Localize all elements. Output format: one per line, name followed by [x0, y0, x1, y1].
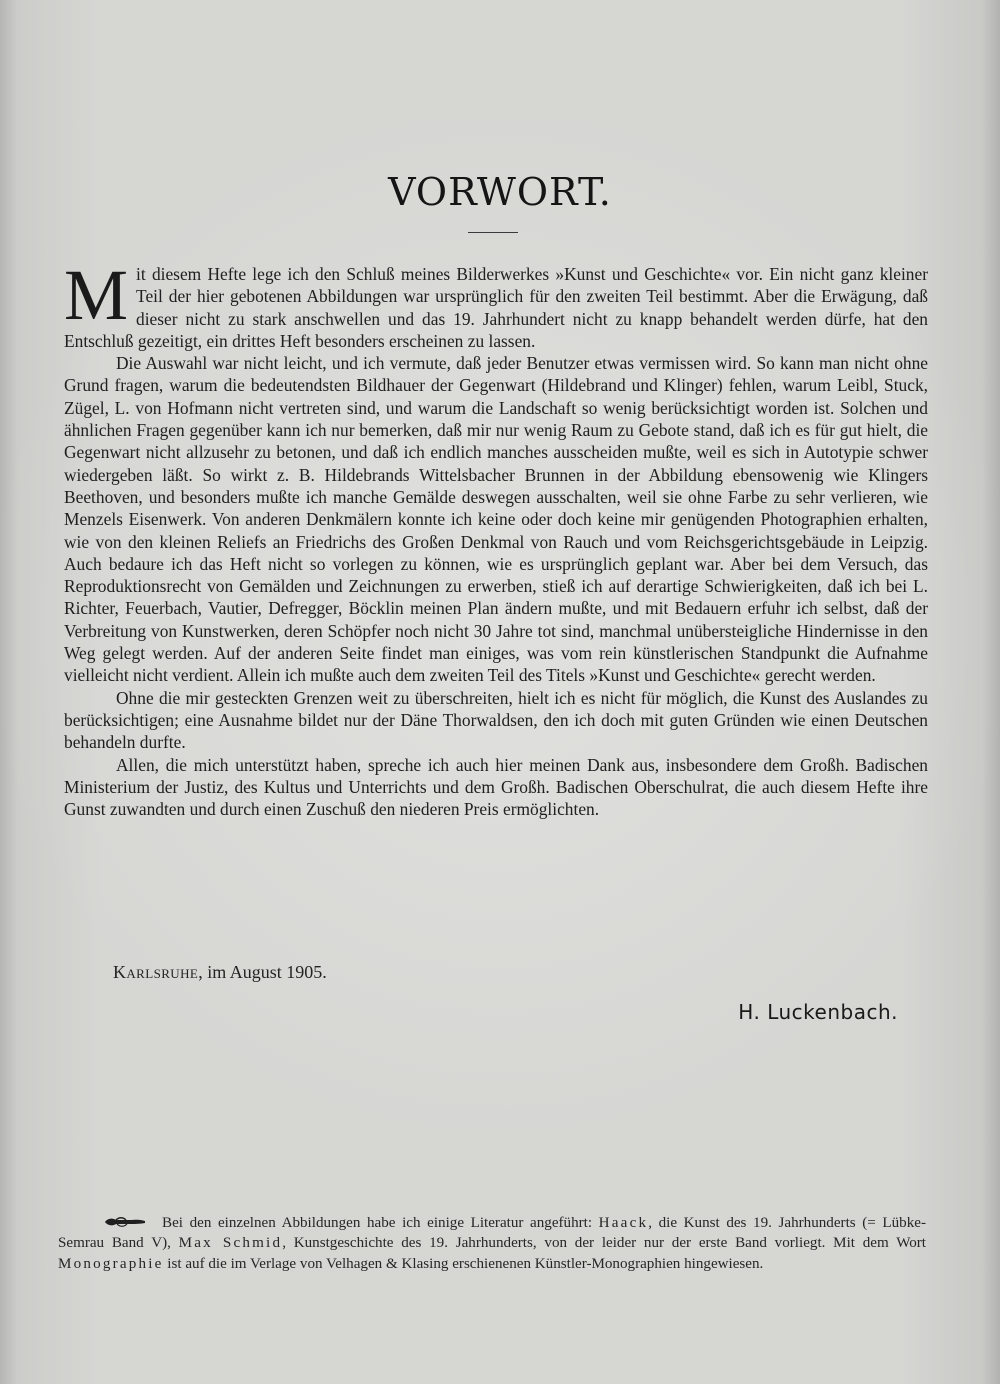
preface-body — [64, 255, 928, 820]
paragraph-2: Die Auswahl war nicht leicht, und ich vermute, daß jeder Benutzer etwas vermissen wird. So kann man nicht ohne Grund fragen, warum die bedeutendsten Bildhauer der Gegenwart (Hildebrand und Klinger) fehlen, warum Leibl, Stuck, Zügel, L. von Hofmann nicht vertreten sind, und warum die Landschaft so wenig berücksichtigt worden ist. Solchen und ähnlichen Fragen gegenüber kann ich nur bemerken, daß mir nur wenig Raum zu Gebote stand, daß ich es für gut hielt, die Gegenwart nicht allzusehr zu betonen, und daß ich endlich manches ausscheiden mußte, weil es sich in Autotypie schwer wiedergeben läßt. So wirkt z. B. Hildebrands Wittelsbacher Brunnen in der Abbildung ebensowenig wie Klingers Beethoven, und besonders mußte ich manche Gemälde deswegen ausschalten, weil sie ohne Farbe zu sehr verlieren, wie Menzels Eisenwerk. Von anderen Denkmälern konnte ich keine oder doch keine mir genügenden Photographien erhalten, wie von den kleinen Reliefs an Friedrichs des Großen Denkmal von Rauch und vom Reichsgerichtsgebäude in Leipzig. Auch bedaure ich das Heft nicht so vorlegen zu können, wie es ursprünglich geplant war. Aber bei dem Versuch, das Reproduktionsrecht von Gemälden und Zeichnungen zu erwerben, stieß ich auf derartige Schwierigkeiten, daß ich bei L. Richter, Feuerbach, Vautier, Defregger, Böcklin meinen Plan ändern mußte, und mit Bedauern erfuhr ich selbst, daß der Verbreitung von Kunstwerken, deren Schöpfer noch nicht 30 Jahre tot sind, manchmal unübersteigliche Hindernisse in den Weg gelegt werden. Auf der anderen Seite findet man einiges, was vom rein künstlerischen Standpunkt die Aufnahme vielleicht nicht verdient. Allein ich mußte auch dem zweiten Teil des Titels »Kunst und Geschichte« gerecht werden. — [64, 353, 928, 686]
paragraph-3: Ohne die mir gesteckten Grenzen weit zu überschreiten, hielt ich es nicht für möglich, die Kunst des Auslandes zu berücksichtigen; eine Ausnahme bildet nur der Däne Thorwaldsen, den ich doch mit guten Gründen wie einen Deutschen behandeln durfte. — [64, 687, 928, 753]
page-title: VORWORT. — [388, 170, 612, 214]
author-signature: H. Luckenbach. — [738, 1000, 898, 1024]
drop-cap: M — [64, 255, 129, 335]
place-date — [113, 962, 327, 983]
title-divider — [468, 232, 518, 233]
footnote-part-2: , die Kunst des 19. Jahrhunderts (= Lübke-Semrau Band V), — [58, 1215, 926, 1252]
date-text: , im August 1905. — [198, 962, 327, 982]
footnote-part-3: , Kunstgeschichte des 19. Jahrhunderts, von der leider nur der erste Band vorliegt. Mit dem Wort — [282, 1235, 926, 1252]
footnote-author-2: Max Schmid — [178, 1235, 283, 1252]
footnote-term: Monographie — [58, 1255, 164, 1272]
place-name: Karlsruhe — [113, 962, 199, 982]
paragraph-1 — [64, 255, 928, 352]
footnote-author-1: Haack — [598, 1215, 649, 1231]
footnote-part-4: ist auf die im Verlage von Velhagen & Klasing erschienenen Künstler-Monographien hingewiesen. — [163, 1255, 764, 1272]
paragraph-4: Allen, die mich unterstützt haben, spreche ich auch hier meinen Dank aus, insbesondere dem Großh. Badischen Ministerium der Justiz, des Kultus und Unterrichts und dem Großh. Badischen Oberschulrat, die auch diesem Hefte ihre Gunst zuwandten und durch einen Zuschuß den niederen Preis ermöglichten. — [64, 754, 928, 820]
pointing-hand-icon — [103, 1214, 147, 1226]
footnote-part-1: Bei den einzelnen Abbildungen habe ich einige Literatur angeführt: — [162, 1215, 599, 1231]
paragraph-1-text: it diesem Hefte lege ich den Schluß meines Bilderwerkes »Kunst und Geschichte« vor. Ein nicht ganz kleiner Teil der hier gebotenen Abbildungen war ursprünglich für den zweiten Teil bestimmt. Aber die Erwägung, daß dieser nicht zu stark anschwellen und das 19. Jahrhundert nicht zu knapp behandelt werden dürfe, hat den Entschluß gezeitigt, ein drittes Heft besonders erscheinen zu lassen. — [64, 264, 928, 351]
footnote — [58, 1213, 926, 1274]
